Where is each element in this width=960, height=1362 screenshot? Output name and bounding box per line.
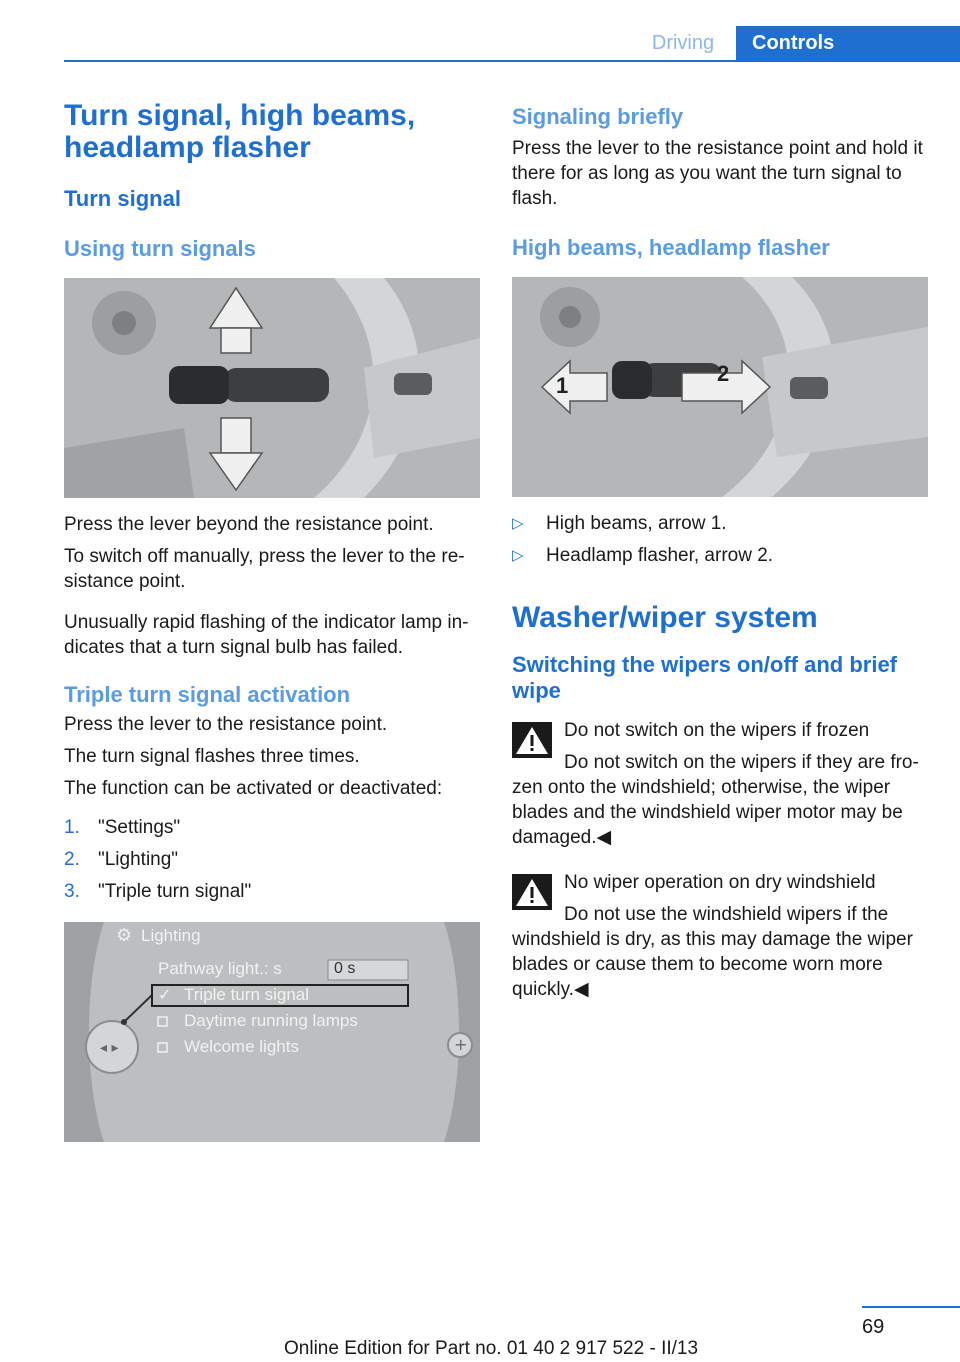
warning-frozen (512, 718, 928, 850)
heading-switching-wipers: Switching the wipers on/off and brief wipe (512, 652, 898, 703)
paragraph-can-be-activated: The function can be activated or deactivated: (64, 778, 443, 799)
paragraph-rapid-flashing: Unusually rapid flashing of the indicator lamp in‐dicates that a turn signal bulb has failed. (64, 612, 469, 658)
warning-triangle-icon (512, 874, 552, 910)
arrow-1-label: 1 (556, 373, 569, 398)
left-column (64, 100, 480, 1142)
paragraph-switch-off: To switch off manually, press the lever to the re‐sistance point. (64, 546, 465, 592)
warning-dry-title: No wiper operation on dry windshield (564, 872, 876, 893)
list-item: 1. "Settings" (64, 817, 181, 838)
heading-using-turn-signals: Using turn signals (64, 236, 256, 261)
heading-turn-signal: Turn signal (64, 186, 181, 211)
paragraph-signaling-briefly: Press the lever to the resistance point and hold it there for as long as you want the turn signal to flash. (512, 138, 923, 209)
turn-signal-lever-image (64, 278, 480, 498)
paragraph-press-beyond: Press the lever beyond the resistance point. (64, 514, 434, 535)
gear-icon: ⚙ (116, 925, 133, 945)
section-title: Turn signal, high beams, headlamp flasher (64, 99, 416, 164)
list-item: ▷ High beams, arrow 1. (512, 513, 727, 534)
lighting-menu-screen-image (64, 922, 480, 1142)
warning-dry-windshield (512, 870, 928, 1002)
high-beams-lever-illustration (512, 277, 928, 497)
list-item: 2. "Lighting" (64, 849, 179, 870)
menu-title: Lighting (141, 926, 201, 945)
menu-screen-frame (64, 922, 480, 1142)
menu-row-daytime-running-lamps: Daytime running lamps (184, 1011, 358, 1030)
list-item: ▷ Headlamp flasher, arrow 2. (512, 545, 774, 566)
header-section: Driving (651, 32, 715, 54)
warning-frozen-title: Do not switch on the wipers if frozen (564, 720, 870, 741)
footer-rule (862, 1306, 960, 1308)
warning-frozen-body: Do not switch on the wipers if they are fro‐zen onto the windshield; otherwise, the wiper blades and the windshield wiper motor may be damaged.◀ (512, 752, 919, 848)
right-column (512, 104, 928, 1002)
settings-steps-list (64, 815, 480, 904)
menu-row-pathway-label: Pathway light.: s (158, 959, 282, 978)
bullet-triangle-icon: ▷ (512, 515, 524, 532)
heading-high-beams: High beams, headlamp flasher (512, 235, 830, 260)
heading-washer-wiper: Washer/wiper system (512, 601, 818, 634)
menu-row-pathway-value: 0 s (334, 960, 356, 977)
high-beams-bullets (512, 511, 928, 568)
warning-dry-body: Do not use the windshield wipers if the windshield is dry, as this may damage the wiper blades or cause them to become worn more quickly.◀ (512, 904, 913, 1000)
list-item: 3. "Triple turn signal" (64, 881, 252, 902)
warning-triangle-icon (512, 722, 552, 758)
menu-row-welcome-lights: Welcome lights (184, 1037, 299, 1056)
high-beams-lever-image (512, 277, 928, 497)
heading-triple-turn-signal: Triple turn signal activation (64, 682, 351, 707)
check-icon: ✓ (158, 987, 172, 1004)
svg-text:◂ ▸: ◂ ▸ (100, 1040, 119, 1056)
paragraph-flashes-three: The turn signal flashes three times. (64, 746, 360, 767)
bullet-triangle-icon: ▷ (512, 547, 524, 564)
header-chapter: Controls (736, 26, 960, 61)
arrow-2-label: 2 (717, 361, 730, 386)
turn-signal-lever-illustration (64, 278, 480, 498)
header-rule (64, 60, 960, 62)
menu-row-triple-turn-signal: Triple turn signal (184, 985, 310, 1004)
edition-footer: Online Edition for Part no. 01 40 2 917 522 - II/13 (284, 1338, 699, 1359)
page-number: 69 (862, 1316, 885, 1338)
heading-signaling-briefly: Signaling briefly (512, 104, 684, 129)
svg-text:+: + (454, 1035, 468, 1054)
paragraph-press-resistance: Press the lever to the resistance point. (64, 714, 388, 735)
